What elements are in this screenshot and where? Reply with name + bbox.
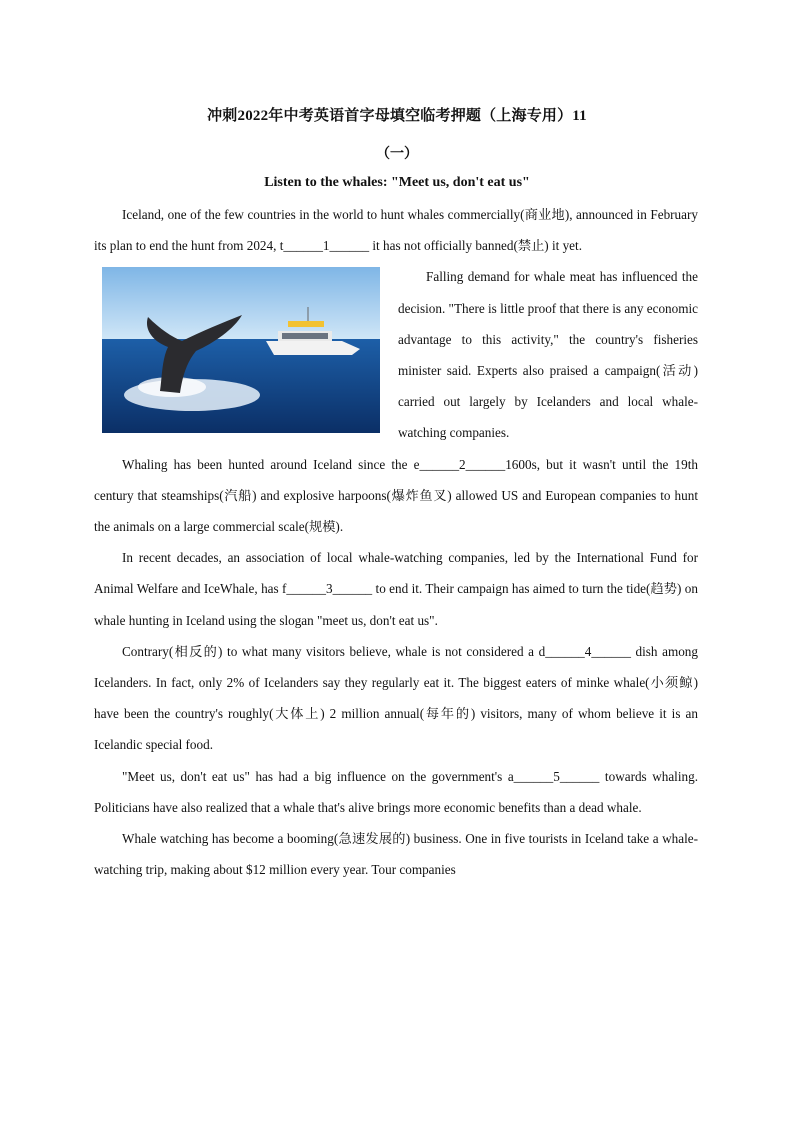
paragraph-3: Whaling has been hunted around Iceland since the e______2______1600s, but it wasn't until the 19th century that steamships(汽船) and explosive harpoons(爆炸鱼叉) allowed US and European companies to hunt the animals on a large commercial scale(规模).	[94, 456, 698, 535]
document-title: 冲刺2022年中考英语首字母填空临考押题（上海专用）11	[207, 108, 587, 124]
paragraph-5: Contrary(相反的) to what many visitors believe, whale is not considered a d______4______ dish among Icelanders. In fact, only 2% of Icelanders say they regularly eat it. The biggest eaters of minke whale(小须鲸) have been the country's roughly(大体上) 2 million annual(每年的) visitors, many of whom believe it is an Icelandic special food.	[94, 643, 698, 753]
paragraph-1: Iceland, one of the few countries in the world to hunt whales commercially(商业地), announced in February its plan to end the hunt from 2024, t______1______ it has not officially banned(禁止) it yet.	[94, 207, 698, 254]
whale-tail-photo	[102, 267, 380, 433]
paragraph-4: In recent decades, an association of local whale-watching companies, led by the International Fund for Animal Welfare and IceWhale, has f______3______ to end it. Their campaign has aimed to turn the tide(趋势) on whale hunting in Iceland using the slogan "meet us, don't eat us".	[94, 550, 698, 628]
passage-title: Listen to the whales: "Meet us, don't eat us"	[264, 175, 530, 190]
section-label: （一）	[376, 147, 418, 162]
paragraph-7: Whale watching has become a booming(急速发展的) business. One in five tourists in Iceland take a whale-watching trip, making about $12 million every year. Tour companies	[94, 831, 698, 878]
paragraph-6: "Meet us, don't eat us" has had a big influence on the government's a______5______ towards whaling. Politicians have also realized that a whale that's alive brings more economic benefits than a dead whale.	[94, 768, 698, 815]
passage-body	[94, 199, 698, 885]
paragraph-2: Falling demand for whale meat has influenced the decision. "There is little proof that there is any economic advantage to this activity," the country's fisheries minister said. Experts also praised a campaign(活动) carried out largely by Icelanders and local whale-watching companies.	[398, 269, 698, 441]
